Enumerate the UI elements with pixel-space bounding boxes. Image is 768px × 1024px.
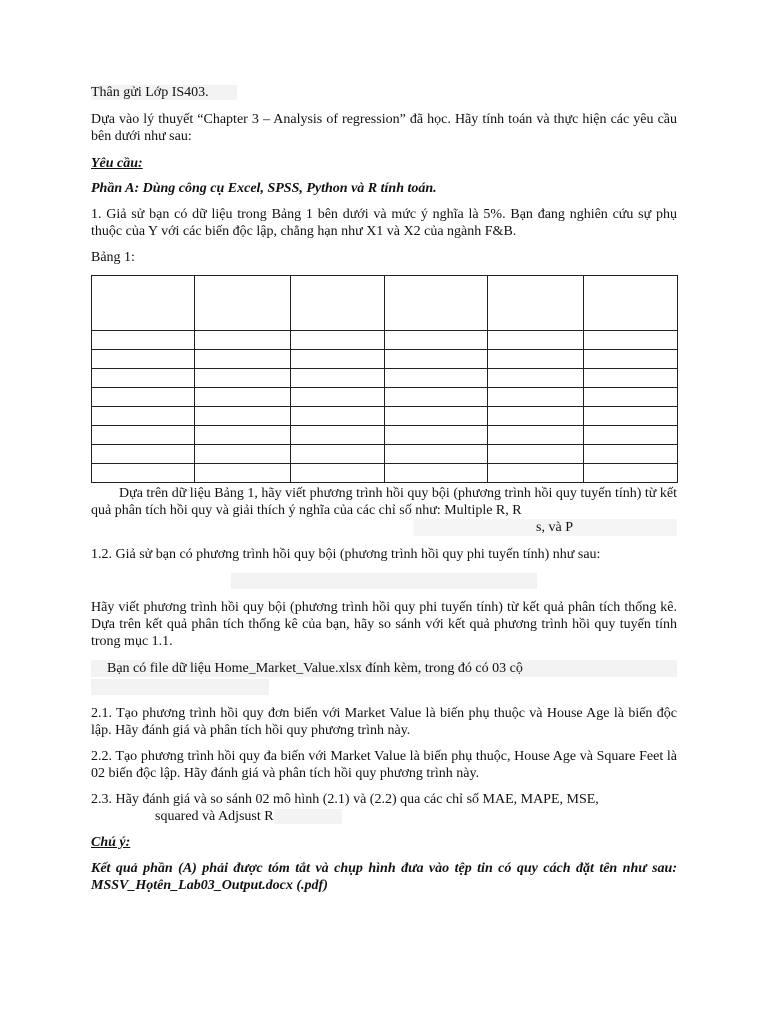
question-2-3-text: 2.3. Hãy đánh giá và so sánh 02 mô hình (2.1) và (2.2) qua các chỉ số MAE, MAPE, MSE, xyxy=(91,792,599,807)
greeting-text: Thân gửi Lớp IS403. xyxy=(91,85,209,100)
table-cell xyxy=(92,331,195,350)
question-2-3-tail xyxy=(91,808,677,825)
table-label: Bảng 1: xyxy=(91,250,135,265)
intro-paragraph: Dựa vào lý thuyết “Chapter 3 – Analysis of regression” đã học. Hãy tính toán và thực hiện các yêu cầu bên dưới như sau: xyxy=(91,112,677,144)
question-1-1-text: Dựa trên dữ liệu Bảng 1, hãy viết phương trình hồi quy bội (phương trình hồi quy tuyến tính) từ kết quả phân tích hồi quy và giải thích ý nghĩa của các chỉ số như: Multiple R, R xyxy=(91,486,677,518)
table-row xyxy=(92,369,678,388)
question-2-3-redaction xyxy=(274,809,342,824)
greeting-redaction xyxy=(209,85,237,100)
table-cell xyxy=(291,369,385,388)
table-cell xyxy=(291,350,385,369)
table-cell xyxy=(92,388,195,407)
question-2-2: 2.2. Tạo phương trình hồi quy đa biến với Market Value là biến phụ thuộc, House Age và Square Feet là 02 biến độc lập. Hãy đánh giá và phân tích hồi quy phương trình này. xyxy=(91,749,677,781)
table-1-container xyxy=(91,275,677,499)
table-cell xyxy=(584,426,678,445)
table-row xyxy=(92,407,678,426)
table-cell xyxy=(488,445,584,464)
table-cell xyxy=(195,388,291,407)
table-cell xyxy=(195,276,291,331)
table-cell xyxy=(488,388,584,407)
table-cell xyxy=(195,445,291,464)
table-cell xyxy=(584,464,678,483)
table-cell xyxy=(92,276,195,331)
table-cell xyxy=(92,445,195,464)
document-page xyxy=(91,84,677,894)
table-cell xyxy=(291,445,385,464)
table-cell xyxy=(584,331,678,350)
table-cell xyxy=(488,276,584,331)
question-1-2: 1.2. Giả sử bạn có phương trình hồi quy bội (phương trình hồi quy phi tuyến tính) như sau: xyxy=(91,547,601,562)
table-cell xyxy=(385,369,488,388)
table-cell xyxy=(195,407,291,426)
question-2-3-tail-text: squared và Adjsust R xyxy=(155,809,274,824)
table-header-row xyxy=(92,276,678,331)
table-cell xyxy=(385,350,488,369)
question-1-2-body: Hãy viết phương trình hồi quy bội (phương trình hồi quy phi tuyến tính) từ kết quả phân tích thống kê. Dựa trên kết quả phân tích thống kê của bạn, hãy so sánh với kết quả phương trình hồi quy tuyến tính trong mục 1.1. xyxy=(91,600,677,649)
table-1 xyxy=(91,275,678,483)
part-b-intro: Bạn có file dữ liệu Home_Market_Value.xlsx đính kèm, trong đó có 03 cộ xyxy=(91,660,677,677)
table-cell xyxy=(385,445,488,464)
table-cell xyxy=(584,445,678,464)
table-cell xyxy=(92,464,195,483)
part-b-redaction xyxy=(91,679,269,695)
table-row xyxy=(92,445,678,464)
table-cell xyxy=(385,276,488,331)
table-row xyxy=(92,464,678,483)
table-row xyxy=(92,350,678,369)
table-cell xyxy=(92,369,195,388)
table-cell xyxy=(584,369,678,388)
table-cell xyxy=(385,331,488,350)
question-2-1: 2.1. Tạo phương trình hồi quy đơn biến với Market Value là biến phụ thuộc và House Age là biến độc lập. Hãy đánh giá và phân tích hồi quy phương trình này. xyxy=(91,706,677,738)
table-cell xyxy=(385,464,488,483)
table-cell xyxy=(385,388,488,407)
table-cell xyxy=(195,331,291,350)
table-cell xyxy=(291,388,385,407)
table-cell xyxy=(488,350,584,369)
table-cell xyxy=(385,407,488,426)
note-heading: Chú ý: xyxy=(91,835,131,850)
question-2-3 xyxy=(91,791,677,825)
table-cell xyxy=(291,331,385,350)
table-cell xyxy=(291,464,385,483)
table-row xyxy=(92,388,678,407)
question-1: 1. Giả sử bạn có dữ liệu trong Bảng 1 bên dưới và mức ý nghĩa là 5%. Bạn đang nghiên cứu sự phụ thuộc của Y với các biến độc lập, chẳng hạn như X1 và X2 của ngành F&B. xyxy=(91,207,677,239)
table-cell xyxy=(195,426,291,445)
table-cell xyxy=(92,350,195,369)
table-cell xyxy=(195,350,291,369)
part-a-heading: Phần A: Dùng công cụ Excel, SPSS, Python và R tính toán. xyxy=(91,181,437,196)
table-cell xyxy=(488,464,584,483)
formula-redaction xyxy=(231,573,537,589)
table-cell xyxy=(291,276,385,331)
table-cell xyxy=(92,407,195,426)
table-cell xyxy=(488,331,584,350)
table-cell xyxy=(195,369,291,388)
greeting-line xyxy=(91,84,677,101)
table-cell xyxy=(584,388,678,407)
table-cell xyxy=(488,426,584,445)
table-cell xyxy=(195,464,291,483)
table-cell xyxy=(385,426,488,445)
table-cell xyxy=(584,350,678,369)
table-row xyxy=(92,426,678,445)
requirements-heading: Yêu cầu: xyxy=(91,156,143,171)
table-row xyxy=(92,331,678,350)
table-cell xyxy=(291,407,385,426)
table-cell xyxy=(291,426,385,445)
question-1-1-tail: s, và P xyxy=(91,519,677,536)
note-body: Kết quả phần (A) phải được tóm tắt và chụp hình đưa vào tệp tin có quy cách đặt tên như sau: MSSV_Họtên_Lab03_Output.docx (.pdf) xyxy=(91,861,677,893)
table-cell xyxy=(584,276,678,331)
table-cell xyxy=(488,369,584,388)
table-cell xyxy=(584,407,678,426)
table-cell xyxy=(488,407,584,426)
table-cell xyxy=(92,426,195,445)
